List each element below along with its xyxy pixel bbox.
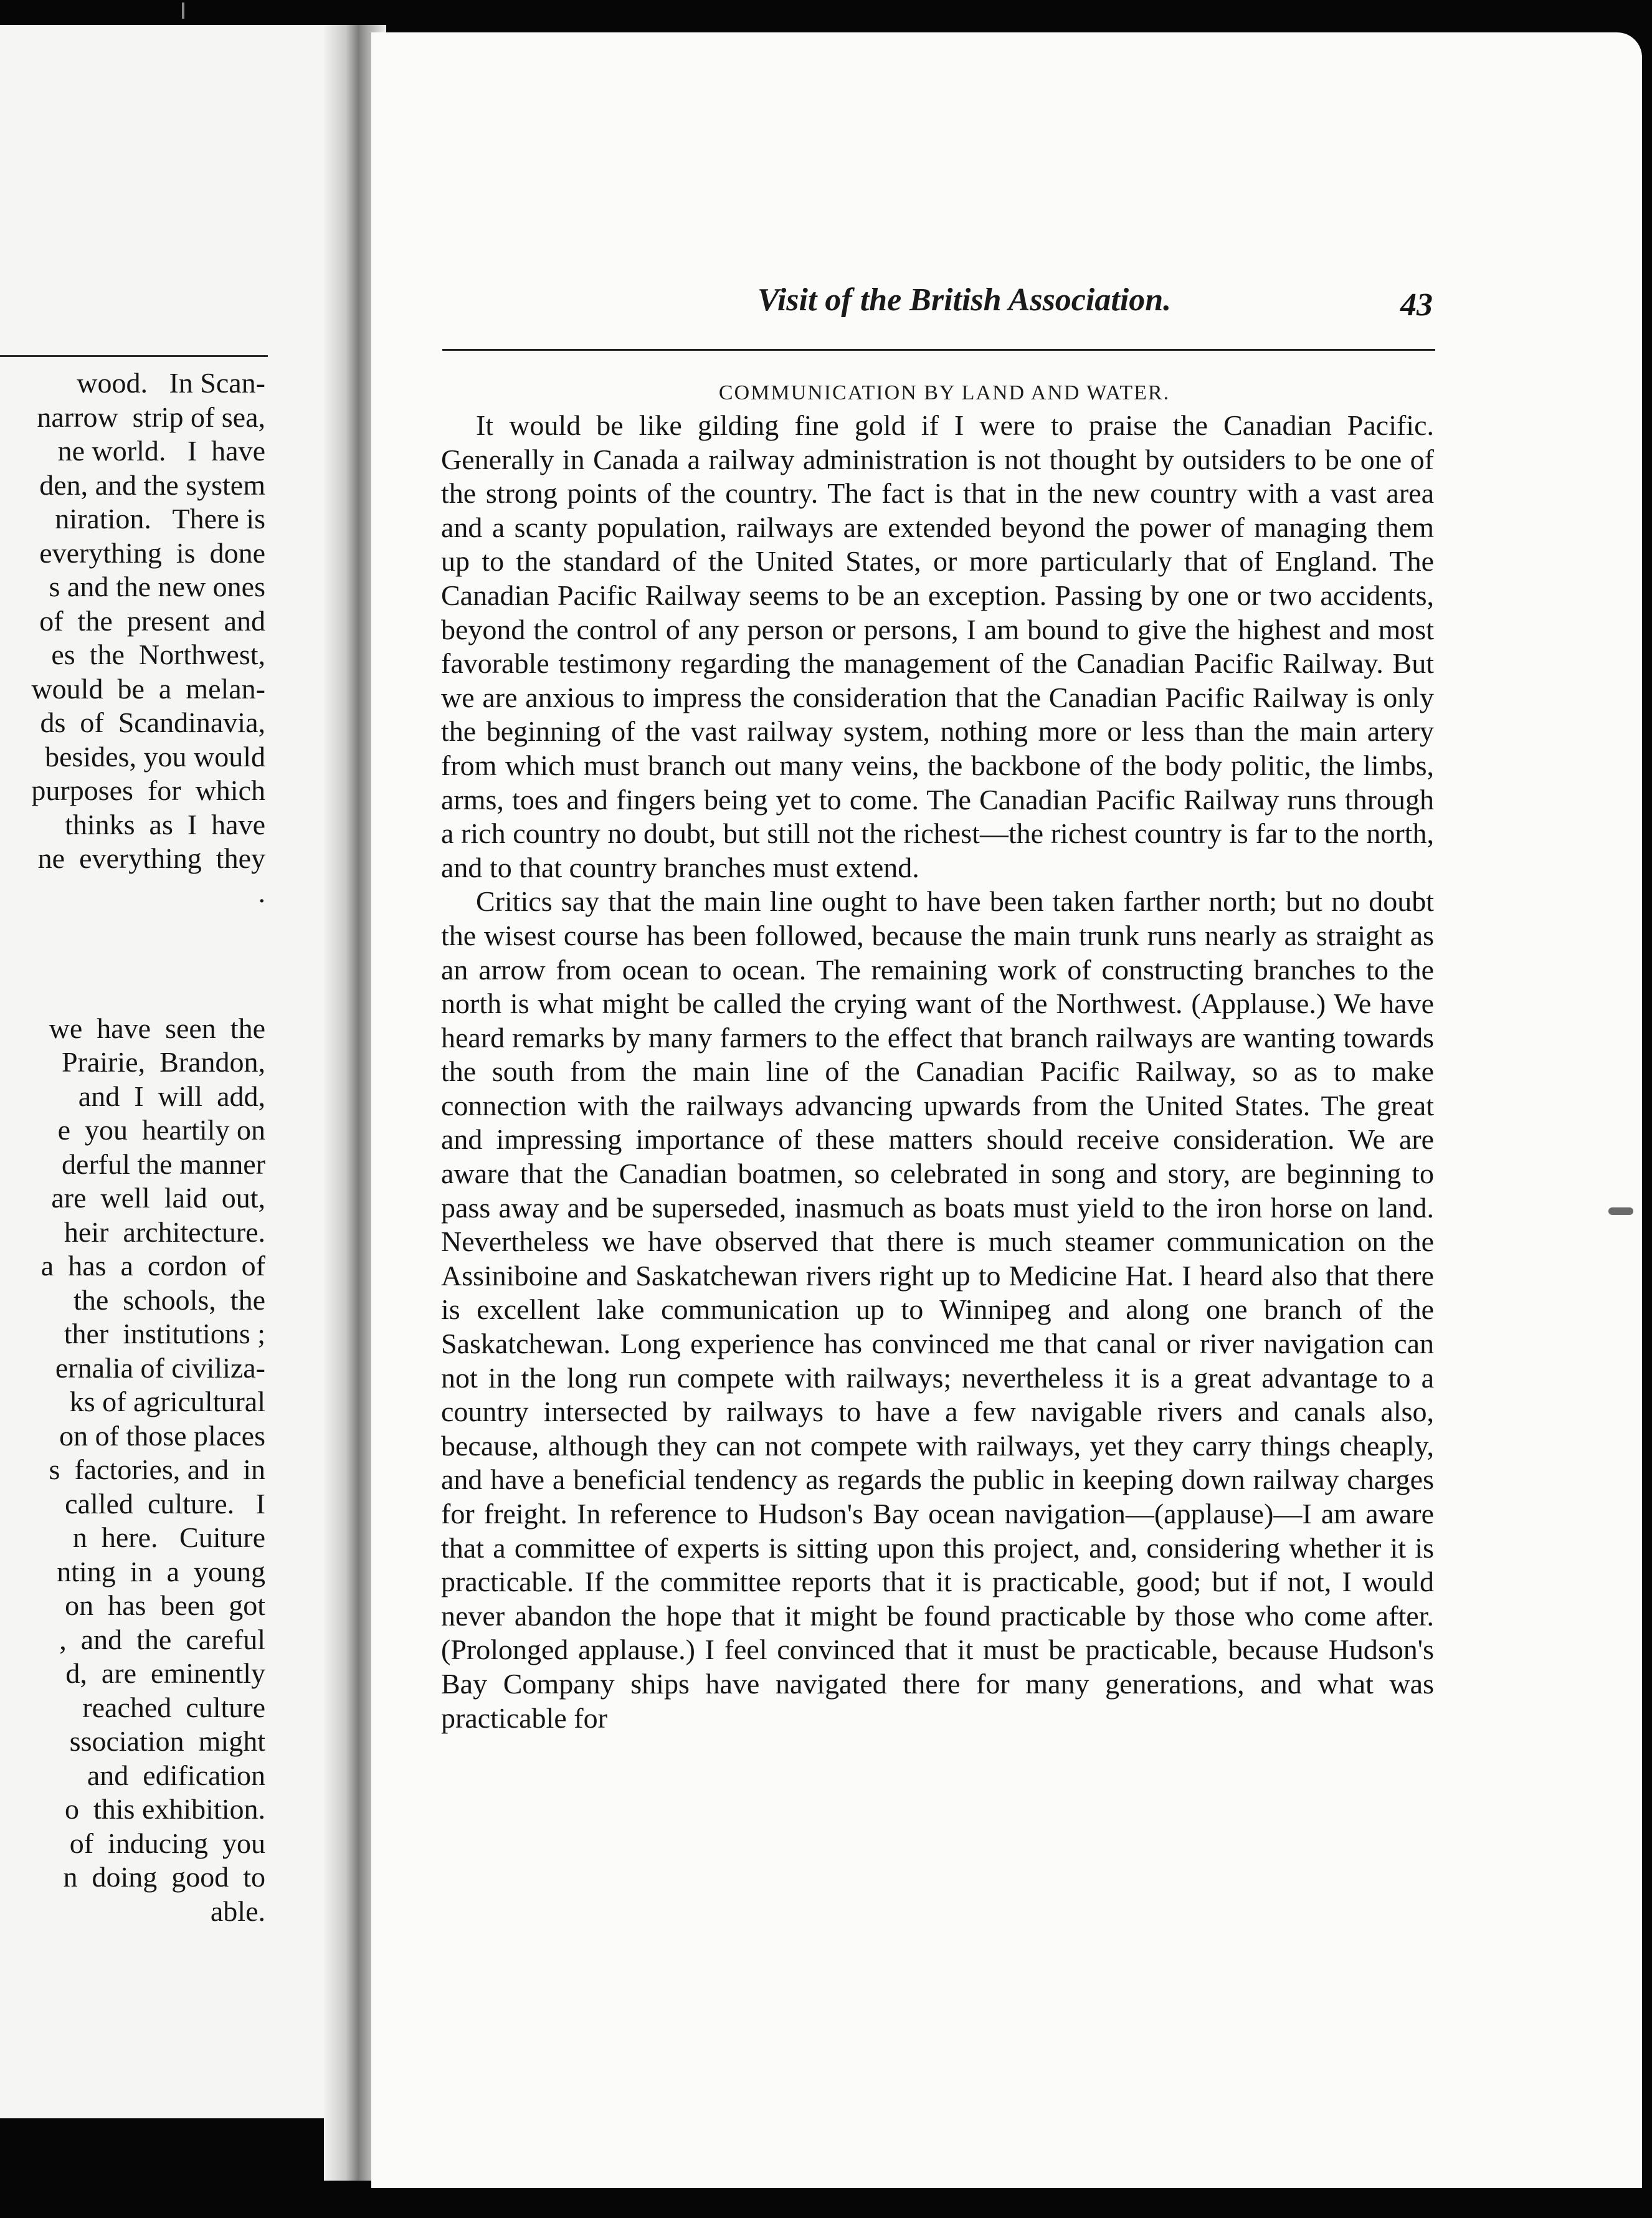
left-page-line: and I will add, xyxy=(78,1080,265,1112)
section-heading: COMMUNICATION BY LAND AND WATER. xyxy=(718,381,1170,404)
left-page-line: and edification xyxy=(87,1759,265,1791)
left-page-line: the schools, the xyxy=(74,1283,265,1316)
paragraph-1: It would be like gilding fine gold if I were to praise the Canadian Pacific. Generally in Canada a railway administration is not thought by outsiders to be one of the strong points of the country. The fact is that in the new country with a vast area and a scanty population, railways are extended beyond the power of managing them up to the standard of the United States, or more particularly that of England. The Canadian Pacific Railway seems to be an exception. Passing by one or two accidents, beyond the control of any person or persons, I am bound to give the highest and most favorable testimony regarding the management of the Canadian Pacific Railway. But we are anxious to impress the consideration that the Canadian Pacific Railway is only the beginning of the vast railway system, nothing more or less than the main artery from which must branch out many veins, the backbone of the body politic, the limbs, arms, toes and fingers being yet to come. The Canadian Pacific Railway runs through a rich country no doubt, but still not the richest—the richest country is far to the north, and to that country branches must extend. xyxy=(441,409,1434,883)
left-page-line: ernalia of civiliza- xyxy=(55,1351,265,1384)
scan-mark xyxy=(182,2,184,19)
left-page-line: called culture. I xyxy=(65,1487,265,1520)
left-page-line: able. xyxy=(210,1895,265,1927)
left-page-line: s factories, and in xyxy=(49,1454,265,1485)
left-page-line: besides, you would xyxy=(45,740,265,773)
left-page-line: ks of agricultural xyxy=(69,1386,265,1417)
left-page-line: narrow strip of sea, xyxy=(37,401,265,433)
left-page-line: nting in a young xyxy=(57,1555,265,1587)
left-page-line: , and the careful xyxy=(59,1623,265,1655)
left-page-line: everything is done xyxy=(39,536,265,569)
left-page-line: den, and the system xyxy=(39,469,265,501)
header-rule xyxy=(442,349,1435,351)
left-page-line: we have seen the xyxy=(49,1012,265,1044)
left-page-line: ne everything they xyxy=(37,842,265,874)
left-page-line: on of those places xyxy=(59,1419,265,1452)
left-page-line: ne world. I have xyxy=(57,435,265,467)
left-page-line: . xyxy=(258,876,265,908)
left-page-line: wood. In Scan- xyxy=(77,367,265,399)
left-page-line: e you heartily on xyxy=(57,1114,265,1146)
left-page-line: ther institutions ; xyxy=(64,1318,265,1349)
left-page-rule xyxy=(0,355,268,357)
left-page-line: on has been got xyxy=(65,1589,265,1621)
left-page-line: o this exhibition. xyxy=(65,1793,265,1825)
left-page-line: s and the new ones xyxy=(49,571,265,602)
left-page-line: of inducing you xyxy=(69,1827,265,1859)
left-page xyxy=(0,25,341,2118)
left-page-line: thinks as I have xyxy=(65,808,265,840)
left-page-line: n doing good to xyxy=(63,1861,265,1893)
paragraph-2: Critics say that the main line ought to have been taken farther north; but no doubt the wisest course has been followed, because the main trunk runs nearly as straight as an arrow from ocean to ocean. The remaining work of constructing branches to the north is what might be called the crying want of the Northwest. (Applause.) We have heard remarks by many farmers to the effect that branch railways are wanting towards the south from the main line of the Canadian Pacific Railway, so as to make connection with the railways advancing upwards from the United States. The great and impressing importance of these matters should receive consideration. We are aware that the Canadian boatmen, so celebrated in song and story, are beginning to pass away and be superseded, inasmuch as boats must yield to the iron horse on land. Nevertheless we have observed that there is much steamer communication on the Assiniboine and Saskatchewan rivers right up to Medicine Hat. I heard also that there is excellent lake communication up to Winnipeg and along one branch of the Saskatchewan. Long experience has convinced me that canal or river navigation can not in the long run compete with railways; nevertheless it is a great advantage to a country intersected by railways to have a few navigable rivers and canals also, because, although they can not compete with railways, yet they carry things cheaply, and have a beneficial tendency as regards the public in keeping down railway charges for freight. In reference to Hudson's Bay ocean navigation—(applause)—I am aware that a committee of experts is sitting upon this project, and, considering whether it is practicable. If the committee reports that it is practicable, good; but if not, I would never abandon the hope that it might be found practicable by those who come after. (Prolonged applause.) I feel convinced that it must be practicable, because Hudson's Bay Company ships have navigated there for many generations, and what was practicable for xyxy=(441,885,1434,1734)
left-page-line: n here. Cuiture xyxy=(72,1521,265,1553)
left-page-line: es the Northwest, xyxy=(51,639,265,670)
left-page-line: a has a cordon of xyxy=(40,1250,265,1282)
left-page-line: Prairie, Brandon, xyxy=(61,1046,265,1078)
left-page-line: reached culture xyxy=(82,1691,265,1723)
left-page-line: heir architecture. xyxy=(64,1216,265,1248)
page-number: 43 xyxy=(1400,287,1433,323)
running-header: Visit of the British Association. xyxy=(757,282,1172,318)
left-page-line: ds of Scandinavia, xyxy=(40,707,265,738)
right-page xyxy=(371,32,1642,2188)
left-page-line: purposes for which xyxy=(31,774,265,806)
left-page-line: would be a melan- xyxy=(31,672,265,705)
left-page-line: are well laid out, xyxy=(51,1182,265,1214)
left-page-line: niration. There is xyxy=(55,503,265,535)
left-page-line: of the present and xyxy=(39,604,265,637)
body-text xyxy=(441,409,1434,1735)
left-page-line: d, are eminently xyxy=(65,1657,265,1689)
left-page-line: ssociation might xyxy=(69,1725,265,1757)
page-edge-mark xyxy=(1608,1207,1633,1215)
left-page-line: derful the manner xyxy=(62,1148,265,1180)
